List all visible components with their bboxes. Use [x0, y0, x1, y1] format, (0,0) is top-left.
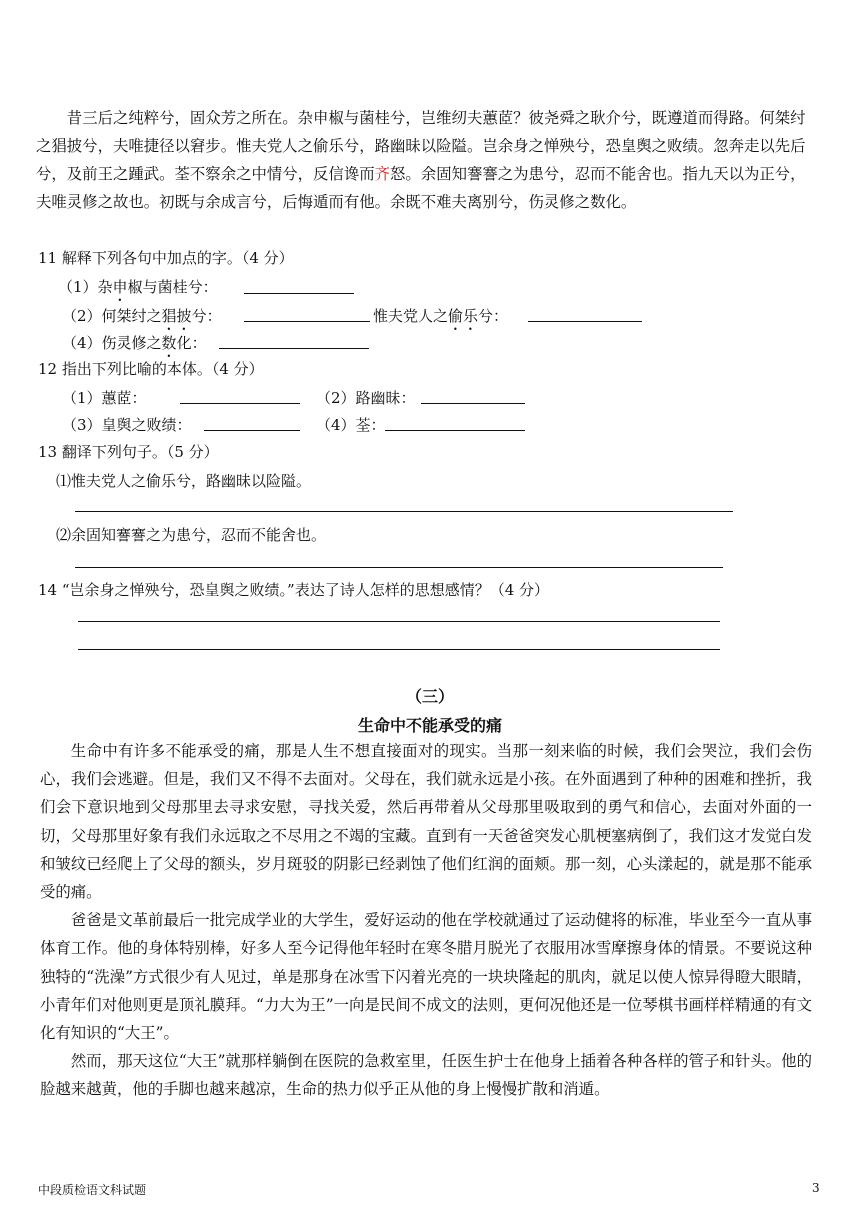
q11-item-3	[373, 305, 508, 334]
q13-answer-line-2[interactable]	[75, 567, 723, 568]
q11-item-4-pre: （4）伤灵修之	[62, 334, 162, 352]
classical-passage	[36, 104, 818, 216]
q11-item-2	[62, 305, 222, 334]
essay-paragraph: 生命中有许多不能承受的痛，那是人生不想直接面对的现实。当那一刻来临的时候，我们会哭泣，我们会伤心，我们会逃避。但是，我们又不得不去面对。父母在，我们就永远是小孩。在外面遇到了种种的困难和挫折，我们会下意识地到父母那里去寻求安慰，寻找关爱，然后再带着从父母那里吸取到的勇气和信心，去面对外面的一切，父母那里好象有我们永远取之不尽用之不竭的宝藏。直到有一天爸爸突发心肌梗塞病倒了，我们这才发觉白发和皱纹已经爬上了父母的额头，岁月斑驳的阴影已经剥蚀了他们红润的面颊。那一刻，心头漾起的，就是那不能承受的痛。	[40, 742, 812, 902]
q13-sentence-2: ⑵余固知謇謇之为患兮，忍而不能舍也。	[56, 526, 327, 544]
q11-answer-line-4[interactable]	[219, 348, 369, 349]
q11-item-3-dotted: 偷乐	[448, 307, 479, 325]
q13-sentence-1: ⑴惟夫党人之偷乐兮，路幽昧以险隘。	[56, 472, 312, 490]
footer-title: 中段质检语文科试题	[38, 1183, 147, 1197]
passage-text-end: 怒。余固知謇謇之为患兮，忍而不能舍也。指九天以为正兮，夫唯灵修之故也。初既与余成言兮，后悔遁而有他。余既不难夫离别兮，伤灵修之数化。	[36, 165, 806, 211]
q11-item-2-dotted: 猖披	[161, 307, 192, 325]
q12-item-1: （1）蕙茝：	[62, 389, 147, 407]
q12-item-4: （4）荃：	[316, 416, 386, 434]
q11-item-1	[58, 276, 218, 305]
section-title: 生命中不能承受的痛	[357, 716, 502, 735]
q11-item-3-pre: 惟夫党人之	[373, 307, 449, 325]
essay-body	[40, 737, 812, 1104]
q11-answer-line-2[interactable]	[244, 321, 370, 322]
q12-item-3: （3）皇舆之败绩：	[62, 416, 192, 434]
q14-answer-line-2[interactable]	[78, 649, 720, 650]
q12-item-2: （2）路幽昧：	[316, 389, 416, 407]
passage-text: 昔三后之纯粹兮，固众芳之所在。杂申椒与菌桂兮，岂维纫夫蕙茝？彼尧舜之耿介兮，既遵道而得路。何桀纣之猖披兮，夫唯捷径以窘步。惟夫党人之偷乐兮，路幽昧以险隘。岂余身之惮殃兮，恐皇舆之败绩。忽奔走以先后兮，及前王之踵武。荃不察余之中情兮，反信谗而	[36, 109, 806, 183]
essay-paragraph: 爸爸是文革前最后一批完成学业的大学生，爱好运动的他在学校就通过了运动健将的标准，毕业至今一直从事体育工作。他的身体特别棒，好多人至今记得他年轻时在寒冬腊月脱光了衣服用冰雪摩擦身体的情景。不要说这种独特的“洗澡”方式很少有人见过，单是那身在冰雪下闪着光亮的一块块隆起的肌肉，就足以使人惊异得瞪大眼睛，小青年们对他则更是顶礼膜拜。“力大为王”一向是民间不成文的法则，更何况他还是一位琴棋书画样样精通的有文化有知识的“大王”。	[40, 911, 812, 1043]
q11-item-4-dotted: 数	[161, 334, 177, 352]
q13-title: 13 翻译下列句子。（5 分）	[38, 443, 219, 461]
q11-item-2-post: 兮：	[191, 307, 222, 325]
q14-answer-line-1[interactable]	[78, 621, 720, 622]
q12-answer-line-3[interactable]	[204, 430, 300, 431]
q12-answer-line-2[interactable]	[421, 403, 525, 404]
page-number: 3	[812, 1181, 820, 1195]
q12-answer-line-1[interactable]	[180, 403, 300, 404]
section-number: （三）	[405, 687, 454, 706]
q11-item-1-post: 椒与菌桂兮：	[127, 278, 218, 296]
q14-title: 14 “岂余身之惮殃兮，恐皇舆之败绩。”表达了诗人怎样的思想感情？（4 分）	[38, 581, 550, 599]
q11-item-3-post: 兮：	[478, 307, 509, 325]
q11-answer-line-1[interactable]	[244, 293, 354, 294]
q11-item-2-pre: （2）何桀纣之	[62, 307, 162, 325]
essay-paragraph: 然而，那天这位“大王”就那样躺倒在医院的急救室里，任医生护士在他身上插着各种各样的管子和针头。他的脸越来越黄，他的手脚也越来越凉，生命的热力似乎正从他的身上慢慢扩散和消遁。	[40, 1052, 812, 1099]
q11-item-1-dotted: 申	[112, 278, 128, 296]
passage-red-char: 齐	[374, 165, 391, 183]
q11-title: 11 解释下列各句中加点的字。（4 分）	[38, 249, 294, 267]
q13-answer-line-1[interactable]	[75, 511, 733, 512]
q11-item-4	[62, 332, 207, 361]
q11-item-1-pre: （1）杂	[58, 278, 113, 296]
passage-paragraph	[36, 104, 818, 216]
q11-item-4-post: 化：	[176, 334, 207, 352]
q12-answer-line-4[interactable]	[385, 430, 525, 431]
q12-title: 12 指出下列比喻的本体。（4 分）	[38, 360, 264, 378]
q11-answer-line-3[interactable]	[528, 321, 642, 322]
